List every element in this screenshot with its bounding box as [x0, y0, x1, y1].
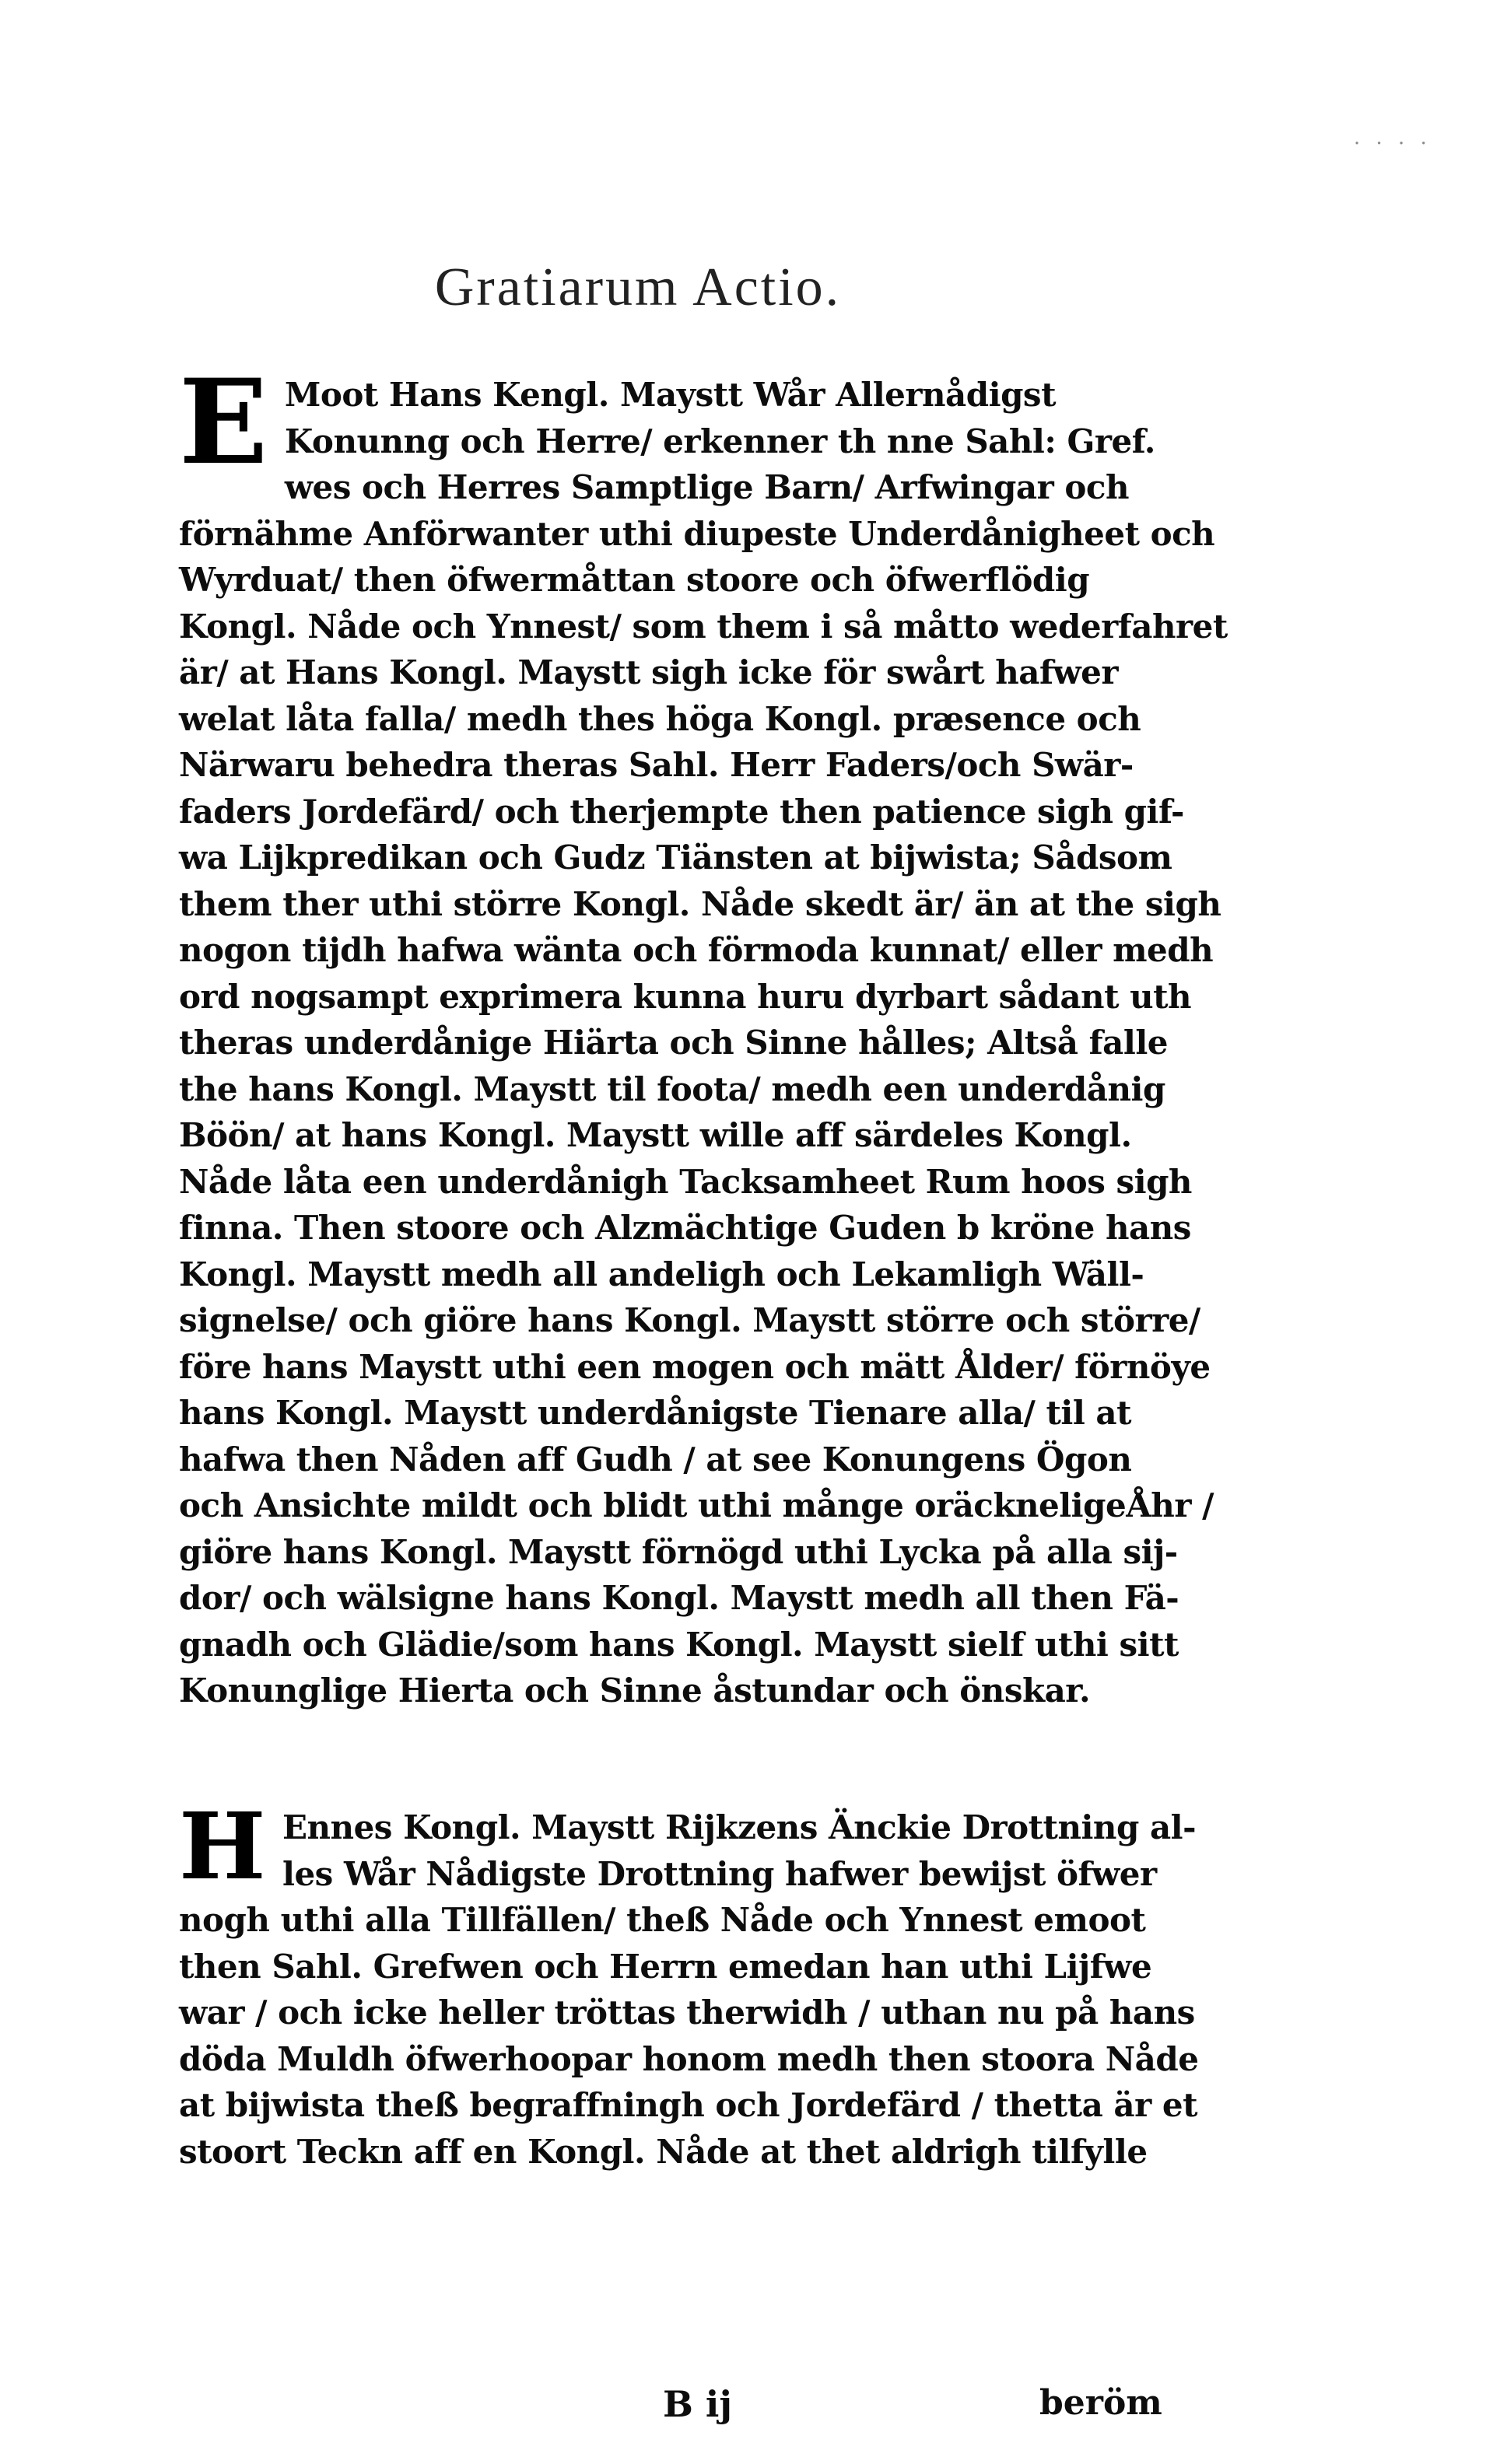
text-line: Wyrduat/ then öfwermåttan stoore och öfwerflödig — [179, 561, 1090, 599]
text-line: hans Kongl. Maystt underdånigste Tienare alla/ til at — [179, 1394, 1132, 1432]
text-line: the hans Kongl. Maystt til foota/ medh een underdånig — [179, 1069, 1165, 1108]
text-line: hafwa then Nåden aff Gudh / at see Konungens Ögon — [179, 1440, 1132, 1479]
text-line: ord nogsampt exprimera kunna huru dyrbart sådant uth — [179, 977, 1192, 1016]
text-line: welat låta falla/ medh thes höga Kongl. præsence och — [179, 699, 1141, 738]
text-line: wes och Herres Samptlige Barn/ Arfwingar och — [284, 468, 1129, 506]
page-heading: Gratiarum Actio. — [434, 257, 842, 317]
text-line: then Sahl. Grefwen och Herrn emedan han uthi Lijfwe — [179, 1947, 1152, 1986]
text-line: dor/ och wälsigne hans Kongl. Maystt medh all then Fä- — [179, 1579, 1179, 1617]
text-line: Konunglige Hierta och Sinne åstundar och önskar. — [179, 1671, 1091, 1710]
text-line: nogon tijdh hafwa wänta och förmoda kunnat/ eller medh — [179, 931, 1214, 969]
text-line: gnadh och Glädie/som hans Kongl. Maystt sielf uthi sitt — [179, 1625, 1179, 1664]
text-line: före hans Maystt uthi een mogen och mätt Ålder/ förnöye — [179, 1347, 1211, 1386]
signature-mark: B ij — [663, 2383, 733, 2425]
text-line: Böön/ at hans Kongl. Maystt wille aff särdeles Kongl. — [179, 1116, 1132, 1154]
paragraph-1 — [179, 354, 1228, 1714]
text-line: Kongl. Maystt medh all andeligh och Lekamligh Wäll- — [179, 1255, 1144, 1293]
text-line: war / och icke heller tröttas therwidh / uthan nu på hans — [179, 1993, 1195, 2032]
text-line: wa Lijkpredikan och Gudz Tiänsten at bijwista; Sådsom — [179, 838, 1172, 877]
text-line: at bijwista theß begraffningh och Jordefärd / thetta är et — [179, 2086, 1198, 2124]
text-line: signelse/ och giöre hans Kongl. Maystt större och större/ — [179, 1301, 1200, 1339]
text-line: är/ at Hans Kongl. Maystt sigh icke för swårt hafwer — [179, 653, 1119, 691]
text-line: Ennes Kongl. Maystt Rijkzens Änckie Drottning al- — [282, 1808, 1197, 1846]
text-line: finna. Then stoore och Alzmächtige Guden b kröne hans — [179, 1209, 1191, 1247]
text-line: förnähme Anförwanter uthi diupeste Underdånigheet och — [179, 514, 1215, 553]
text-line: och Ansichte mildt och blidt uthi månge oräckneligeÅhr / — [179, 1486, 1214, 1524]
text-line: stoort Teckn aff en Kongl. Nåde at thet aldrigh tilfylle — [179, 2132, 1148, 2171]
text-line: Konunng och Herre/ erkenner th nne Sahl: Gref. — [284, 422, 1155, 460]
dropcap-1: E — [179, 354, 268, 491]
text-line: döda Muldh öfwerhoopar honom medh then stoora Nåde — [179, 2039, 1199, 2078]
text-line: Nåde låta een underdånigh Tacksamheet Rum hoos sigh — [179, 1162, 1192, 1201]
text-line: les Wår Nådigste Drottning hafwer bewijst öfwer — [282, 1854, 1157, 1893]
text-line: Moot Hans Kengl. Maystt Wår Allernådigst — [284, 376, 1056, 414]
corner-marks: · · · · — [1354, 132, 1432, 156]
text-line: theras underdånige Hiärta och Sinne hålles; Altså falle — [179, 1024, 1168, 1062]
catchword: beröm — [1039, 2383, 1162, 2423]
paragraph-2 — [179, 1792, 1199, 2175]
text-line: nogh uthi alla Tillfällen/ theß Nåde och Ynnest emoot — [179, 1901, 1146, 1939]
text-line: faders Jordefärd/ och therjempte then patience sigh gif- — [179, 792, 1184, 831]
dropcap-2: H — [179, 1792, 265, 1900]
text-line: Närwaru behedra theras Sahl. Herr Faders/och Swär- — [179, 746, 1134, 784]
text-line: Kongl. Nåde och Ynnest/ som them i så måtto wederfahret — [179, 607, 1228, 646]
text-line: them ther uthi större Kongl. Nåde skedt är/ än at the sigh — [179, 884, 1221, 923]
text-line: giöre hans Kongl. Maystt förnögd uthi Lycka på alla sij- — [179, 1532, 1178, 1571]
